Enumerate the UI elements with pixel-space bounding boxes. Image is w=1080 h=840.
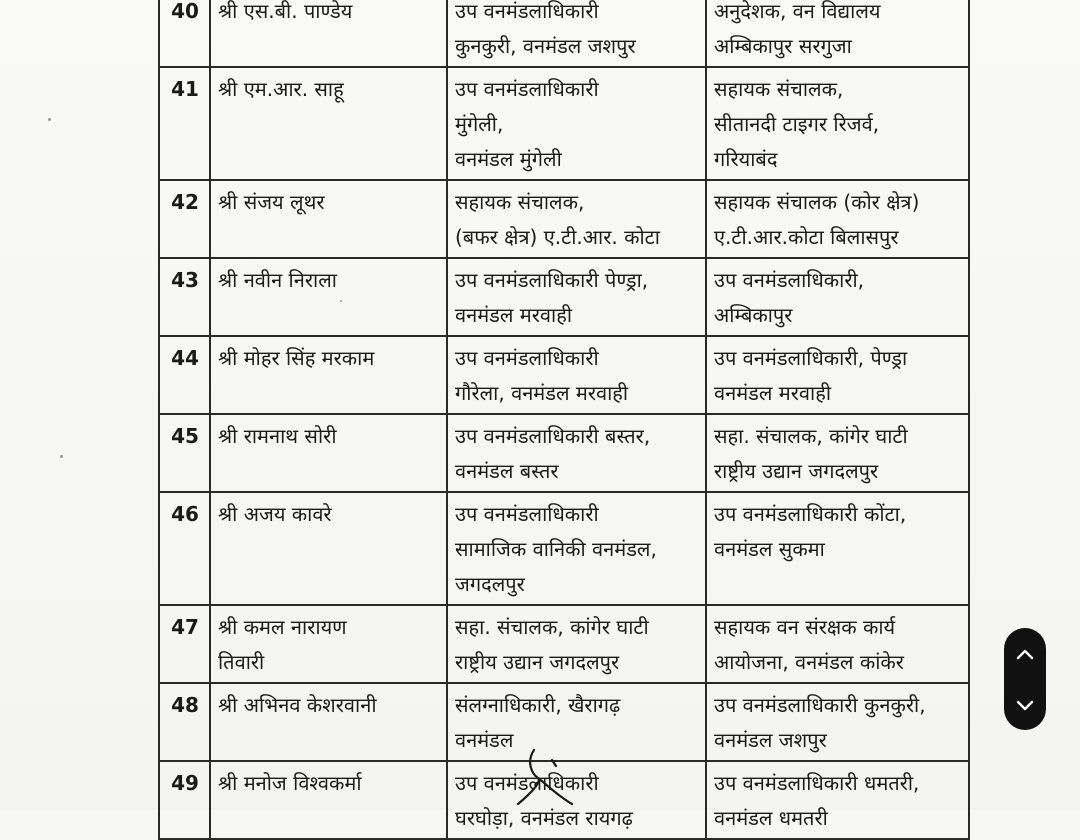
- officer-name-cell-line: श्री मनोज विश्वकर्मा: [218, 771, 362, 795]
- table-row: [159, 605, 969, 683]
- serial-number-cell: 42: [159, 180, 210, 258]
- new-posting-cell: [706, 67, 969, 180]
- scroll-down-button[interactable]: [1004, 682, 1046, 728]
- current-posting-cell-line: मुंगेली,: [455, 112, 504, 136]
- new-posting-cell: [706, 414, 969, 492]
- current-posting-cell: [447, 336, 706, 414]
- current-posting-cell-line: गौरेला, वनमंडल मरवाही: [455, 381, 629, 405]
- serial-number-cell: 40: [159, 0, 210, 67]
- new-posting-cell-line: सहायक संचालक (कोर क्षेत्र): [714, 190, 920, 214]
- officer-name-cell: [210, 0, 447, 67]
- serial-number-cell: 49: [159, 761, 210, 839]
- new-posting-cell: [706, 336, 969, 414]
- officer-name-cell-line: श्री मोहर सिंह मरकाम: [218, 346, 375, 370]
- current-posting-cell-line: वनमंडल मरवाही: [455, 303, 573, 327]
- officer-name-cell-line: श्री रामनाथ सोरी: [218, 424, 337, 448]
- new-posting-cell-line: वनमंडल जशपुर: [714, 728, 827, 752]
- transfer-table-body: [159, 0, 969, 839]
- transfer-table: [158, 0, 970, 840]
- table-row: [159, 258, 969, 336]
- current-posting-cell-line: वनमंडल: [455, 728, 514, 752]
- new-posting-cell-line: वनमंडल धमतरी: [714, 806, 828, 830]
- current-posting-cell-line: जगदलपुर: [455, 572, 525, 596]
- current-posting-cell-line: सहायक संचालक,: [455, 190, 585, 214]
- table-row: [159, 180, 969, 258]
- current-posting-cell: [447, 258, 706, 336]
- current-posting-cell-line: उप वनमंडलाधिकारी: [455, 346, 599, 370]
- new-posting-cell: [706, 180, 969, 258]
- new-posting-cell-line: ए.टी.आर.कोटा बिलासपुर: [714, 225, 899, 249]
- serial-number-cell: 48: [159, 683, 210, 761]
- new-posting-cell-line: अनुदेशक, वन विद्यालय: [714, 0, 881, 23]
- officer-name-cell: [210, 414, 447, 492]
- new-posting-cell: [706, 0, 969, 67]
- new-posting-cell-line: उप वनमंडलाधिकारी, पेण्ड्रा: [714, 346, 908, 370]
- current-posting-cell-line: कुनकुरी, वनमंडल जशपुर: [455, 34, 636, 58]
- new-posting-cell-line: सहा. संचालक, कांगेर घाटी: [714, 424, 908, 448]
- current-posting-cell-line: वनमंडल बस्तर: [455, 459, 559, 483]
- current-posting-cell: [447, 0, 706, 67]
- current-posting-cell-line: उप वनमंडलाधिकारी: [455, 502, 599, 526]
- new-posting-cell: [706, 683, 969, 761]
- current-posting-cell-line: वनमंडल मुंगेली: [455, 147, 562, 171]
- new-posting-cell-line: सीतानदी टाइगर रिजर्व,: [714, 112, 880, 136]
- table-row: [159, 67, 969, 180]
- new-posting-cell-line: उप वनमंडलाधिकारी कोंटा,: [714, 502, 907, 526]
- new-posting-cell: [706, 761, 969, 839]
- new-posting-cell-line: वनमंडल सुकमा: [714, 537, 825, 561]
- officer-name-cell: [210, 761, 447, 839]
- current-posting-cell-line: उप वनमंडलाधिकारी पेण्ड्रा,: [455, 268, 649, 292]
- serial-number-cell: 41: [159, 67, 210, 180]
- paper-speck: [60, 455, 63, 458]
- chevron-down-icon: [1015, 698, 1035, 712]
- new-posting-cell-line: गरियाबंद: [714, 147, 778, 171]
- serial-number-cell: 43: [159, 258, 210, 336]
- current-posting-cell: [447, 67, 706, 180]
- table-row: [159, 414, 969, 492]
- new-posting-cell-line: सहायक संचालक,: [714, 77, 844, 101]
- officer-name-cell-line: तिवारी: [218, 650, 265, 674]
- table-row: [159, 336, 969, 414]
- new-posting-cell-line: आयोजना, वनमंडल कांकेर: [714, 650, 904, 674]
- new-posting-cell-line: उप वनमंडलाधिकारी धमतरी,: [714, 771, 920, 795]
- officer-name-cell: [210, 336, 447, 414]
- signature-mark: [512, 744, 592, 810]
- officer-name-cell-line: श्री एस.बी. पाण्डेय: [218, 0, 353, 23]
- current-posting-cell: [447, 492, 706, 605]
- new-posting-cell: [706, 258, 969, 336]
- officer-name-cell-line: श्री एम.आर. साहू: [218, 77, 344, 101]
- chevron-up-icon: [1015, 647, 1035, 661]
- current-posting-cell-line: राष्ट्रीय उद्यान जगदलपुर: [455, 650, 620, 674]
- new-posting-cell-line: वनमंडल मरवाही: [714, 381, 832, 405]
- officer-name-cell: [210, 258, 447, 336]
- current-posting-cell: [447, 180, 706, 258]
- new-posting-cell: [706, 605, 969, 683]
- new-posting-cell-line: अम्बिकापुर: [714, 303, 793, 327]
- officer-name-cell-line: श्री संजय लूथर: [218, 190, 325, 214]
- current-posting-cell: [447, 414, 706, 492]
- new-posting-cell-line: सहायक वन संरक्षक कार्य: [714, 615, 896, 639]
- paper-speck: [48, 118, 51, 121]
- new-posting-cell-line: राष्ट्रीय उद्यान जगदलपुर: [714, 459, 879, 483]
- table-row: [159, 492, 969, 605]
- officer-name-cell: [210, 180, 447, 258]
- current-posting-cell-line: उप वनमंडलाधिकारी: [455, 0, 599, 23]
- officer-name-cell-line: श्री नवीन निराला: [218, 268, 337, 292]
- officer-name-cell: [210, 683, 447, 761]
- current-posting-cell-line: सहा. संचालक, कांगेर घाटी: [455, 615, 649, 639]
- serial-number-cell: 47: [159, 605, 210, 683]
- current-posting-cell-line: उप वनमंडलाधिकारी बस्तर,: [455, 424, 651, 448]
- officer-name-cell-line: श्री अजय कावरे: [218, 502, 332, 526]
- new-posting-cell-line: अम्बिकापुर सरगुजा: [714, 34, 852, 58]
- current-posting-cell-line: उप वनमंडलाधिकारी: [455, 771, 599, 795]
- serial-number-cell: 44: [159, 336, 210, 414]
- scroll-up-button[interactable]: [1004, 631, 1046, 677]
- current-posting-cell-line: संलग्नाधिकारी, खैरागढ़: [455, 693, 621, 717]
- current-posting-cell-line: (बफर क्षेत्र) ए.टी.आर. कोटा: [455, 225, 660, 249]
- officer-name-cell: [210, 492, 447, 605]
- current-posting-cell-line: उप वनमंडलाधिकारी: [455, 77, 599, 101]
- new-posting-cell-line: उप वनमंडलाधिकारी,: [714, 268, 865, 292]
- current-posting-cell: [447, 605, 706, 683]
- serial-number-cell: 45: [159, 414, 210, 492]
- current-posting-cell-line: सामाजिक वानिकी वनमंडल,: [455, 537, 657, 561]
- officer-name-cell-line: श्री अभिनव केशरवानी: [218, 693, 377, 717]
- officer-name-cell: [210, 605, 447, 683]
- table-row: [159, 0, 969, 67]
- serial-number-cell: 46: [159, 492, 210, 605]
- new-posting-cell-line: उप वनमंडलाधिकारी कुनकुरी,: [714, 693, 926, 717]
- new-posting-cell: [706, 492, 969, 605]
- officer-name-cell: [210, 67, 447, 180]
- officer-name-cell-line: श्री कमल नारायण: [218, 615, 347, 639]
- scroll-nav-control: [1004, 628, 1046, 730]
- current-posting-cell-line: घरघोड़ा, वनमंडल रायगढ़: [455, 806, 633, 830]
